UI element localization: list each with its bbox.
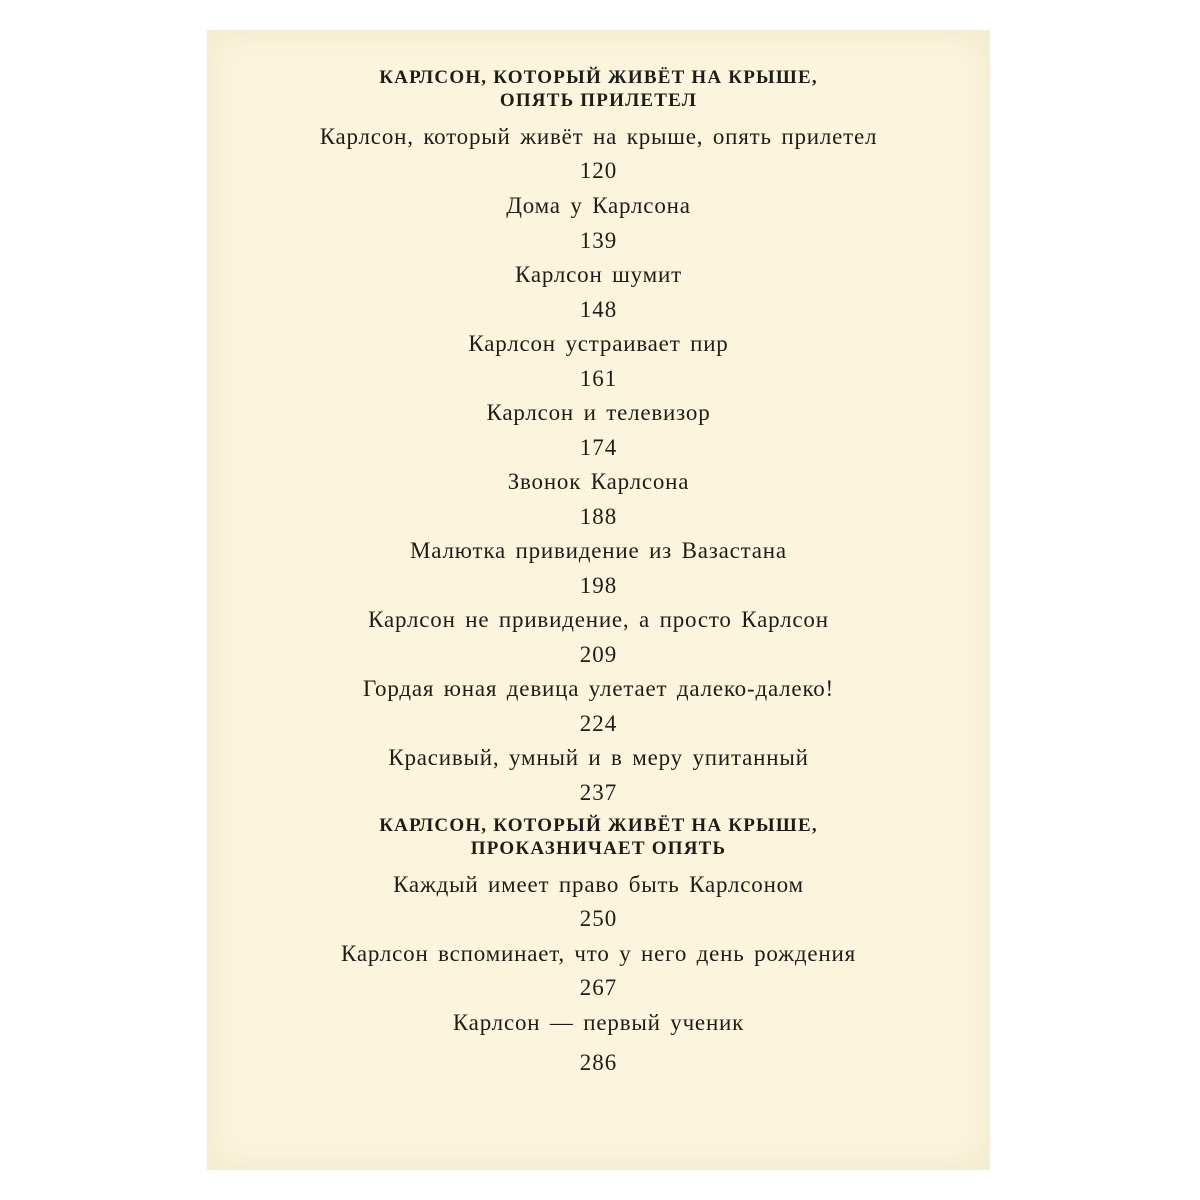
book-page — [207, 30, 990, 1170]
chapter-page-number: 198 — [579, 573, 618, 598]
chapter-page-number: 174 — [579, 435, 618, 460]
chapter-page-number: 224 — [579, 711, 618, 736]
part-1-title-line-2: ОПЯТЬ ПРИЛЕТЕЛ — [499, 90, 698, 111]
chapter-page-number: 161 — [579, 366, 618, 391]
chapter-page-number: 120 — [579, 158, 618, 183]
chapter-page-number: 209 — [579, 642, 618, 667]
chapter-title: Звонок Карлсона — [507, 469, 690, 494]
chapter-title: Карлсон устраивает пир — [468, 331, 729, 356]
chapter-title: Красивый, умный и в меру упитанный — [388, 745, 809, 770]
chapter-title: Карлсон — первый ученик — [452, 1010, 745, 1035]
chapter-page-number: 286 — [579, 1050, 618, 1075]
chapter-title: Карлсон, который живёт на крыше, опять прилетел — [319, 124, 878, 149]
chapter-page-number: 139 — [579, 228, 618, 253]
chapter-page-number: 148 — [579, 297, 618, 322]
chapter-page-number: 237 — [579, 780, 618, 805]
chapter-title: Каждый имеет право быть Карлсоном — [393, 872, 804, 897]
part-1-title-line-1: КАРЛСОН, КОТОРЫЙ ЖИВЁТ НА КРЫШЕ, — [379, 67, 818, 88]
part-2-title-line-2: ПРОКАЗНИЧАЕТ ОПЯТЬ — [470, 838, 727, 859]
chapter-title: Дома у Карлсона — [506, 193, 691, 218]
chapter-title: Карлсон не привидение, а просто Карлсон — [368, 607, 829, 632]
chapter-page-number: 188 — [579, 504, 618, 529]
chapter-page-number: 267 — [579, 975, 618, 1000]
part-2-title-line-1: КАРЛСОН, КОТОРЫЙ ЖИВЁТ НА КРЫШЕ, — [379, 815, 818, 836]
chapter-title: Гордая юная девица улетает далеко-далеко! — [362, 676, 835, 701]
chapter-title: Карлсон и телевизор — [486, 400, 711, 425]
chapter-title: Карлсон шумит — [515, 262, 682, 287]
chapter-title: Карлсон вспоминает, что у него день рождения — [341, 941, 856, 966]
chapter-title: Малютка привидение из Вазастана — [410, 538, 787, 563]
chapter-page-number: 250 — [579, 906, 618, 931]
